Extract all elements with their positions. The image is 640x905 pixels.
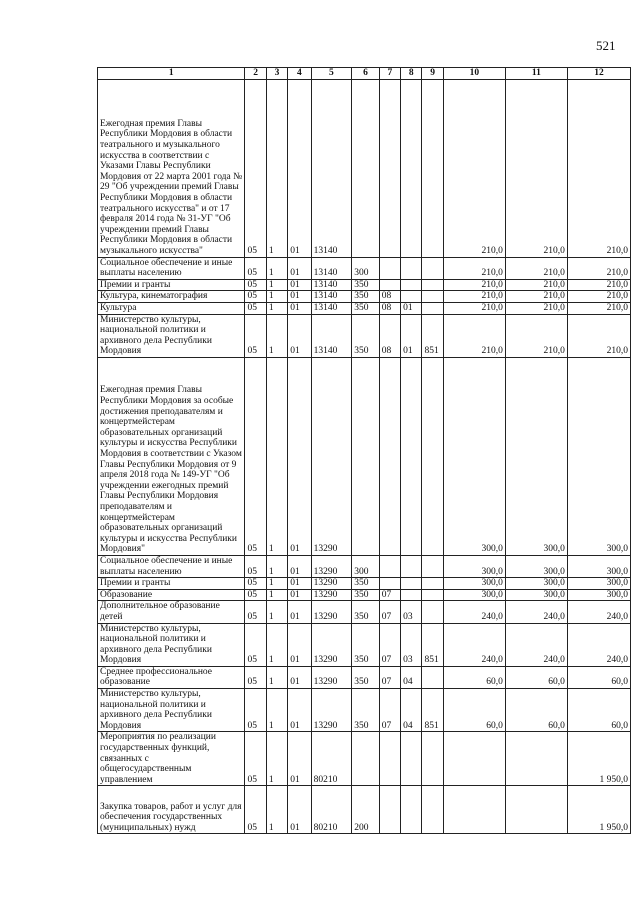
header-cell: 3 [266,68,287,80]
amount-col-11: 300,0 [505,357,567,555]
subprogram-code: 1 [266,601,287,623]
department-code [422,302,443,314]
subdivision-code [401,555,422,577]
subprogram-code: 1 [266,279,287,291]
section-code: 01 [288,732,311,786]
article-code: 13140 [311,257,352,279]
section-code: 01 [288,555,311,577]
amount-col-12: 60,0 [567,689,630,732]
amount-col-12: 1 950,0 [567,786,630,834]
amount-col-11: 60,0 [505,666,567,688]
amount-col-12: 300,0 [567,589,630,601]
row-name: Социальное обеспечение и иные выплаты населению [98,257,245,279]
chapter-code: 05 [245,302,266,314]
chapter-code: 05 [245,623,266,666]
amount-col-10: 240,0 [443,601,505,623]
division-code [379,257,400,279]
division-code: 08 [379,291,400,303]
subdivision-code [401,786,422,834]
article-code: 13140 [311,291,352,303]
subdivision-code: 01 [401,302,422,314]
expense-type-code: 300 [352,555,379,577]
amount-col-10: 210,0 [443,314,505,357]
article-code: 13290 [311,555,352,577]
table-row [98,555,631,577]
subdivision-code [401,589,422,601]
amount-col-10: 210,0 [443,279,505,291]
table-row [98,357,631,555]
amount-col-11: 240,0 [505,601,567,623]
subdivision-code [401,732,422,786]
row-name: Среднее профессиональное образование [98,666,245,688]
chapter-code: 05 [245,589,266,601]
chapter-code: 05 [245,79,266,257]
header-cell: 7 [379,68,400,80]
table-row [98,732,631,786]
amount-col-10: 210,0 [443,291,505,303]
amount-col-10: 300,0 [443,589,505,601]
department-code [422,257,443,279]
amount-col-11: 300,0 [505,578,567,590]
amount-col-11: 240,0 [505,623,567,666]
article-code: 13140 [311,279,352,291]
section-code: 01 [288,357,311,555]
header-cell: 11 [505,68,567,80]
table-row [98,79,631,257]
department-code [422,732,443,786]
subdivision-code [401,291,422,303]
amount-col-11 [505,732,567,786]
department-code [422,578,443,590]
expense-type-code: 350 [352,314,379,357]
subprogram-code: 1 [266,732,287,786]
amount-col-10: 60,0 [443,666,505,688]
subdivision-code [401,279,422,291]
row-name: Культура [98,302,245,314]
amount-col-12: 210,0 [567,302,630,314]
header-cell: 2 [245,68,266,80]
expense-type-code: 350 [352,279,379,291]
row-name: Министерство культуры, национальной политики и архивного дела Республики Мордовия [98,689,245,732]
chapter-code: 05 [245,257,266,279]
expense-type-code: 350 [352,689,379,732]
header-cell: 6 [352,68,379,80]
expense-type-code: 200 [352,786,379,834]
expense-type-code: 350 [352,623,379,666]
expense-type-code: 350 [352,302,379,314]
department-code [422,589,443,601]
header-cell: 9 [422,68,443,80]
amount-col-12: 240,0 [567,623,630,666]
page-number: 521 [596,38,616,53]
subprogram-code: 1 [266,666,287,688]
division-code: 08 [379,314,400,357]
table-row [98,314,631,357]
row-name: Премии и гранты [98,279,245,291]
section-code: 01 [288,302,311,314]
amount-col-12: 300,0 [567,555,630,577]
section-code: 01 [288,689,311,732]
division-code [379,79,400,257]
chapter-code: 05 [245,601,266,623]
row-name: Премии и гранты [98,578,245,590]
row-name: Ежегодная премия Главы Республики Мордовия за особые достижения преподавателям и концертмейстерам образовательных организаций культуры и искусства Республики Мордовия в соответствии с Указом Главы Республики Мордовия от 9 апреля 2018 года № 149-УГ "Об учреждении ежегодных премий Главы Республики Мордовия преподавателям и концертмейстерам образовательных организаций культуры и искусства Республики Мордовия" [98,357,245,555]
division-code: 07 [379,623,400,666]
chapter-code: 05 [245,732,266,786]
amount-col-12: 210,0 [567,257,630,279]
article-code: 13290 [311,357,352,555]
table-row [98,257,631,279]
header-row [98,68,631,80]
department-code [422,291,443,303]
section-code: 01 [288,589,311,601]
subdivision-code: 03 [401,601,422,623]
division-code [379,279,400,291]
section-code: 01 [288,578,311,590]
row-name: Министерство культуры, национальной политики и архивного дела Республики Мордовия [98,623,245,666]
division-code: 07 [379,689,400,732]
amount-col-11: 300,0 [505,589,567,601]
expense-type-code: 350 [352,291,379,303]
subdivision-code: 01 [401,314,422,357]
chapter-code: 05 [245,357,266,555]
table-row [98,279,631,291]
subprogram-code: 1 [266,79,287,257]
expense-type-code: 350 [352,589,379,601]
amount-col-10: 300,0 [443,578,505,590]
amount-col-12: 60,0 [567,666,630,688]
row-name: Закупка товаров, работ и услуг для обеспечения государственных (муниципальных) нужд [98,786,245,834]
table-row [98,601,631,623]
amount-col-10: 210,0 [443,257,505,279]
amount-col-10: 60,0 [443,689,505,732]
header-cell: 8 [401,68,422,80]
amount-col-10: 300,0 [443,357,505,555]
division-code: 08 [379,302,400,314]
subdivision-code [401,257,422,279]
row-name: Министерство культуры, национальной политики и архивного дела Республики Мордовия [98,314,245,357]
amount-col-11: 210,0 [505,291,567,303]
subprogram-code: 1 [266,689,287,732]
amount-col-10: 210,0 [443,79,505,257]
department-code [422,357,443,555]
chapter-code: 05 [245,314,266,357]
chapter-code: 05 [245,666,266,688]
amount-col-11: 210,0 [505,257,567,279]
chapter-code: 05 [245,279,266,291]
subprogram-code: 1 [266,357,287,555]
division-code [379,578,400,590]
expense-type-code [352,357,379,555]
department-code: 851 [422,623,443,666]
amount-col-12: 210,0 [567,314,630,357]
subprogram-code: 1 [266,291,287,303]
chapter-code: 05 [245,578,266,590]
division-code: 07 [379,589,400,601]
amount-col-11: 60,0 [505,689,567,732]
article-code: 13290 [311,666,352,688]
subdivision-code [401,357,422,555]
table-row [98,302,631,314]
row-name: Культура, кинематография [98,291,245,303]
department-code: 851 [422,314,443,357]
expense-type-code: 350 [352,601,379,623]
division-code [379,555,400,577]
header-cell: 5 [311,68,352,80]
table-row [98,786,631,834]
header-cell: 10 [443,68,505,80]
department-code [422,279,443,291]
row-name: Мероприятия по реализации государственных функций, связанных с общегосударственным управлением [98,732,245,786]
subprogram-code: 1 [266,555,287,577]
subdivision-code [401,578,422,590]
subprogram-code: 1 [266,314,287,357]
section-code: 01 [288,79,311,257]
division-code [379,732,400,786]
department-code [422,555,443,577]
article-code: 80210 [311,786,352,834]
table-row [98,623,631,666]
amount-col-11: 210,0 [505,302,567,314]
subprogram-code: 1 [266,589,287,601]
table-row [98,589,631,601]
amount-col-12: 210,0 [567,291,630,303]
division-code: 07 [379,666,400,688]
article-code: 80210 [311,732,352,786]
article-code: 13290 [311,689,352,732]
chapter-code: 05 [245,291,266,303]
subprogram-code: 1 [266,302,287,314]
section-code: 01 [288,786,311,834]
header-cell: 12 [567,68,630,80]
section-code: 01 [288,623,311,666]
expense-type-code: 300 [352,257,379,279]
amount-col-12: 300,0 [567,357,630,555]
department-code [422,666,443,688]
article-code: 13290 [311,601,352,623]
section-code: 01 [288,666,311,688]
chapter-code: 05 [245,689,266,732]
amount-col-10 [443,786,505,834]
row-name: Образование [98,589,245,601]
amount-col-10 [443,732,505,786]
table-row [98,291,631,303]
row-name: Дополнительное образование детей [98,601,245,623]
amount-col-10: 240,0 [443,623,505,666]
subprogram-code: 1 [266,257,287,279]
division-code: 07 [379,601,400,623]
amount-col-11: 210,0 [505,314,567,357]
department-code [422,786,443,834]
amount-col-10: 210,0 [443,302,505,314]
division-code [379,786,400,834]
header-cell: 1 [98,68,245,80]
subdivision-code: 04 [401,689,422,732]
amount-col-12: 1 950,0 [567,732,630,786]
department-code [422,601,443,623]
expense-type-code: 350 [352,666,379,688]
row-name: Ежегодная премия Главы Республики Мордовия в области театрального и музыкального искусства в соответствии с Указами Главы Республики Мордовия от 22 марта 2001 года № 29 "Об учреждении премий Главы Республики Мордовия в области театрального искусства" и от 17 февраля 2014 года № 31-УГ "Об учреждении премий Главы Республики Мордовия в области музыкального искусства" [98,79,245,257]
department-code [422,79,443,257]
amount-col-11: 210,0 [505,79,567,257]
amount-col-12: 300,0 [567,578,630,590]
section-code: 01 [288,601,311,623]
article-code: 13140 [311,79,352,257]
amount-col-12: 240,0 [567,601,630,623]
article-code: 13290 [311,578,352,590]
subprogram-code: 1 [266,578,287,590]
article-code: 13290 [311,589,352,601]
budget-table [97,67,631,834]
table-row [98,689,631,732]
table-row [98,666,631,688]
expense-type-code [352,732,379,786]
table-row [98,578,631,590]
row-name: Социальное обеспечение и иные выплаты населению [98,555,245,577]
expense-type-code [352,79,379,257]
subprogram-code: 1 [266,623,287,666]
article-code: 13140 [311,302,352,314]
article-code: 13140 [311,314,352,357]
amount-col-12: 210,0 [567,279,630,291]
amount-col-11: 300,0 [505,555,567,577]
subdivision-code: 03 [401,623,422,666]
table-body [98,79,631,834]
section-code: 01 [288,257,311,279]
amount-col-11: 210,0 [505,279,567,291]
header-cell: 4 [288,68,311,80]
chapter-code: 05 [245,786,266,834]
subdivision-code [401,79,422,257]
department-code: 851 [422,689,443,732]
section-code: 01 [288,291,311,303]
expense-type-code: 350 [352,578,379,590]
article-code: 13290 [311,623,352,666]
amount-col-10: 300,0 [443,555,505,577]
subprogram-code: 1 [266,786,287,834]
division-code [379,357,400,555]
section-code: 01 [288,314,311,357]
amount-col-12: 210,0 [567,79,630,257]
chapter-code: 05 [245,555,266,577]
subdivision-code: 04 [401,666,422,688]
section-code: 01 [288,279,311,291]
amount-col-11 [505,786,567,834]
